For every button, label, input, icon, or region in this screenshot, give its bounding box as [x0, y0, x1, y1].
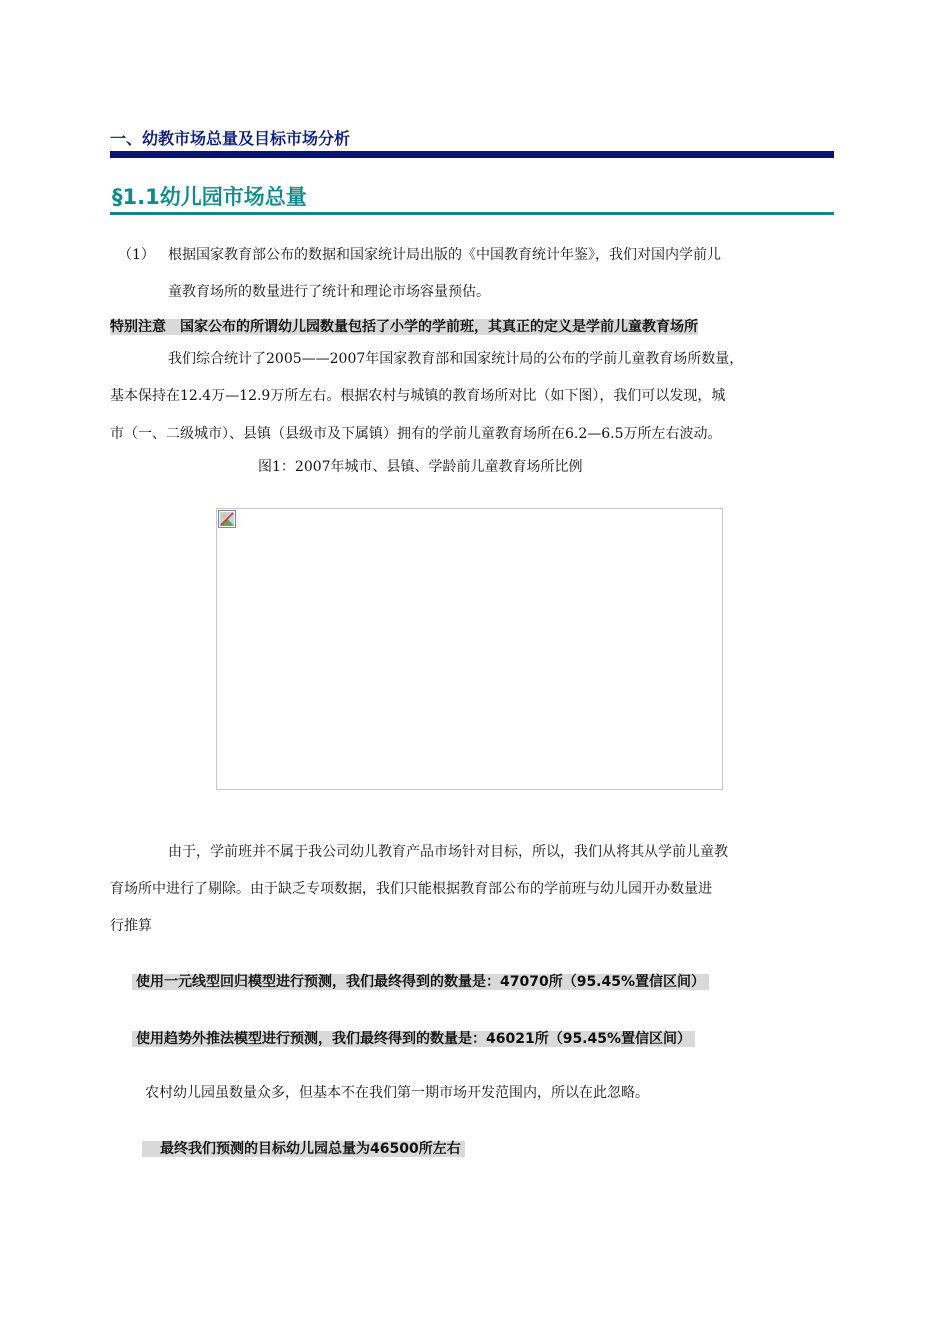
result-regression	[132, 971, 709, 991]
para2-line2: 基本保持在12.4万—12.9万所左右。根据农村与城镇的教育场所对比（如下图），我们可以发现，城	[110, 388, 726, 404]
rural-note: 农村幼儿园虽数量众多，但基本不在我们第一期市场开发范围内，所以在此忽略。	[145, 1085, 649, 1101]
para1-line2: 童教育场所的数量进行了统计和理论市场容量预估。	[168, 284, 490, 300]
para2-line1: 我们综合统计了2005——2007年国家教育部和国家统计局的公布的学前儿童教育场所数量，	[168, 351, 744, 367]
section-divider	[110, 151, 834, 158]
para1-line1: 根据国家教育部公布的数据和国家统计局出版的《中国教育统计年鉴》，我们对国内学前儿	[168, 247, 721, 263]
subsection-title: §1.1幼儿园市场总量	[112, 185, 307, 209]
para2-line3: 市（一、二级城市）、县镇（县级市及下属镇）拥有的学前儿童教育场所在6.2—6.5万所左右波动。	[110, 426, 722, 442]
para1-marker: （1）	[118, 247, 155, 263]
final-estimate	[142, 1138, 465, 1158]
section-title: 一、幼教市场总量及目标市场分析	[110, 129, 351, 148]
para3-line2: 育场所中进行了剔除。由于缺乏专项数据，我们只能根据教育部公布的学前班与幼儿园开办数量进	[110, 881, 712, 897]
broken-image-icon	[218, 510, 236, 528]
special-note-text: 特别注意 国家公布的所谓幼儿园数量包括了小学的学前班，其真正的定义是学前儿童教育场所	[110, 319, 698, 335]
subsection-divider	[110, 212, 834, 215]
result-trend	[132, 1028, 695, 1048]
para3-line3: 行推算	[110, 918, 152, 934]
special-note	[110, 316, 698, 336]
figure-image-placeholder	[216, 508, 723, 790]
figure-caption: 图1：2007年城市、县镇、学龄前儿童教育场所比例	[258, 459, 583, 475]
result-regression-text: 使用一元线型回归模型进行预测，我们最终得到的数量是：47070所（95.45%置信区间）	[132, 974, 709, 990]
para3-line1: 由于，学前班并不属于我公司幼儿教育产品市场针对目标，所以，我们从将其从学前儿童教	[168, 844, 728, 860]
result-trend-text: 使用趋势外推法模型进行预测，我们最终得到的数量是：46021所（95.45%置信区间）	[132, 1031, 695, 1047]
final-estimate-text: 最终我们预测的目标幼儿园总量为46500所左右	[142, 1141, 465, 1157]
